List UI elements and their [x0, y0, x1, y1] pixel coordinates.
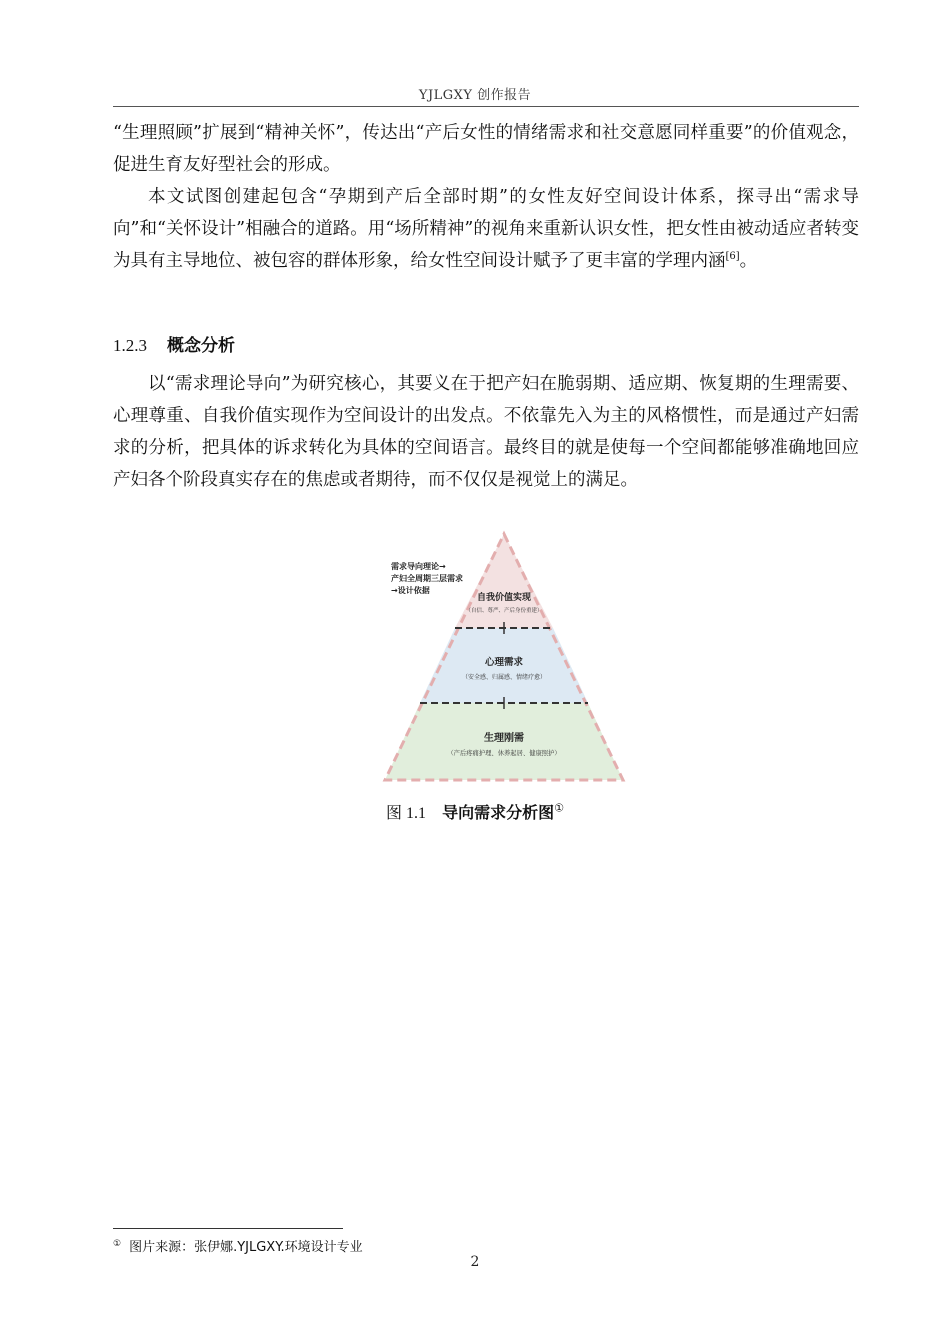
- header-rule: [113, 106, 859, 107]
- level-bottom-title: 生理刚需: [484, 733, 524, 744]
- side-note-line-3: →设计依据: [391, 586, 430, 595]
- paragraph-2-text: 本文试图创建起包含“孕期到产后全部时期”的女性友好空间设计体系，探寻出“需求导向”和“关怀设计”相融合的道路。用“场所精神”的视角来重新认识女性，把女性由被动适应者转变为具有主导地位、被包容的群体形象，给女性空间设计赋予了更丰富的学理内涵: [113, 187, 859, 271]
- figure-caption: [0, 800, 950, 823]
- footnote: [113, 1236, 363, 1255]
- page-number: 2: [470, 1254, 480, 1270]
- paragraph-2: [113, 181, 859, 277]
- citation-ref[interactable]: [6]: [725, 251, 740, 263]
- paragraph-1: “生理照顾”扩展到“精神关怀”，传达出“产后女性的情绪需求和社交意愿同样重要”的价值观念，促进生育友好型社会的形成。: [113, 123, 859, 175]
- section-heading: [113, 331, 235, 356]
- footnote-mark: ①: [113, 1238, 122, 1249]
- level-top-title: 自我价值实现: [476, 593, 532, 603]
- footnote-rule: [113, 1228, 343, 1229]
- caption-number: 图 1.1: [386, 805, 427, 822]
- caption-title: 导向需求分析图: [442, 803, 555, 822]
- side-note-line-1: 需求导向理论→: [391, 562, 446, 571]
- level-middle-sub: （安全感、归属感、情绪疗愈）: [461, 674, 547, 681]
- section-number: 1.2.3: [113, 336, 147, 355]
- level-bottom-sub: （产后疼痛护理、休养起居、健康照护）: [447, 750, 561, 757]
- side-note-line-2: 产妇全周期三层需求: [391, 574, 463, 583]
- page-header: YJLGXY 创作报告: [418, 88, 532, 103]
- footnote-text: 图片来源：张伊娜.YJLGXY.环境设计专业: [129, 1240, 363, 1255]
- section-title: 概念分析: [167, 336, 235, 356]
- level-middle-title: 心理需求: [484, 657, 524, 668]
- pyramid-figure: [375, 522, 635, 787]
- paragraph-3: 以“需求理论导向”为研究核心，其要义在于把产妇在脆弱期、适应期、恢复期的生理需要、心理尊重、自我价值实现作为空间设计的出发点。不依靠先入为主的风格惯性，而是通过产妇需求的分析，把具体的诉求转化为具体的空间语言。最终目的就是使每一个空间都能够准确地回应产妇各个阶段真实存在的焦虑或者期待，而不仅仅是视觉上的满足。: [113, 374, 859, 490]
- caption-footnote-mark[interactable]: ①: [554, 801, 564, 815]
- level-top-sub: （自信、尊严、产后身份重建）: [465, 608, 543, 614]
- paragraph-2-end: 。: [739, 251, 758, 271]
